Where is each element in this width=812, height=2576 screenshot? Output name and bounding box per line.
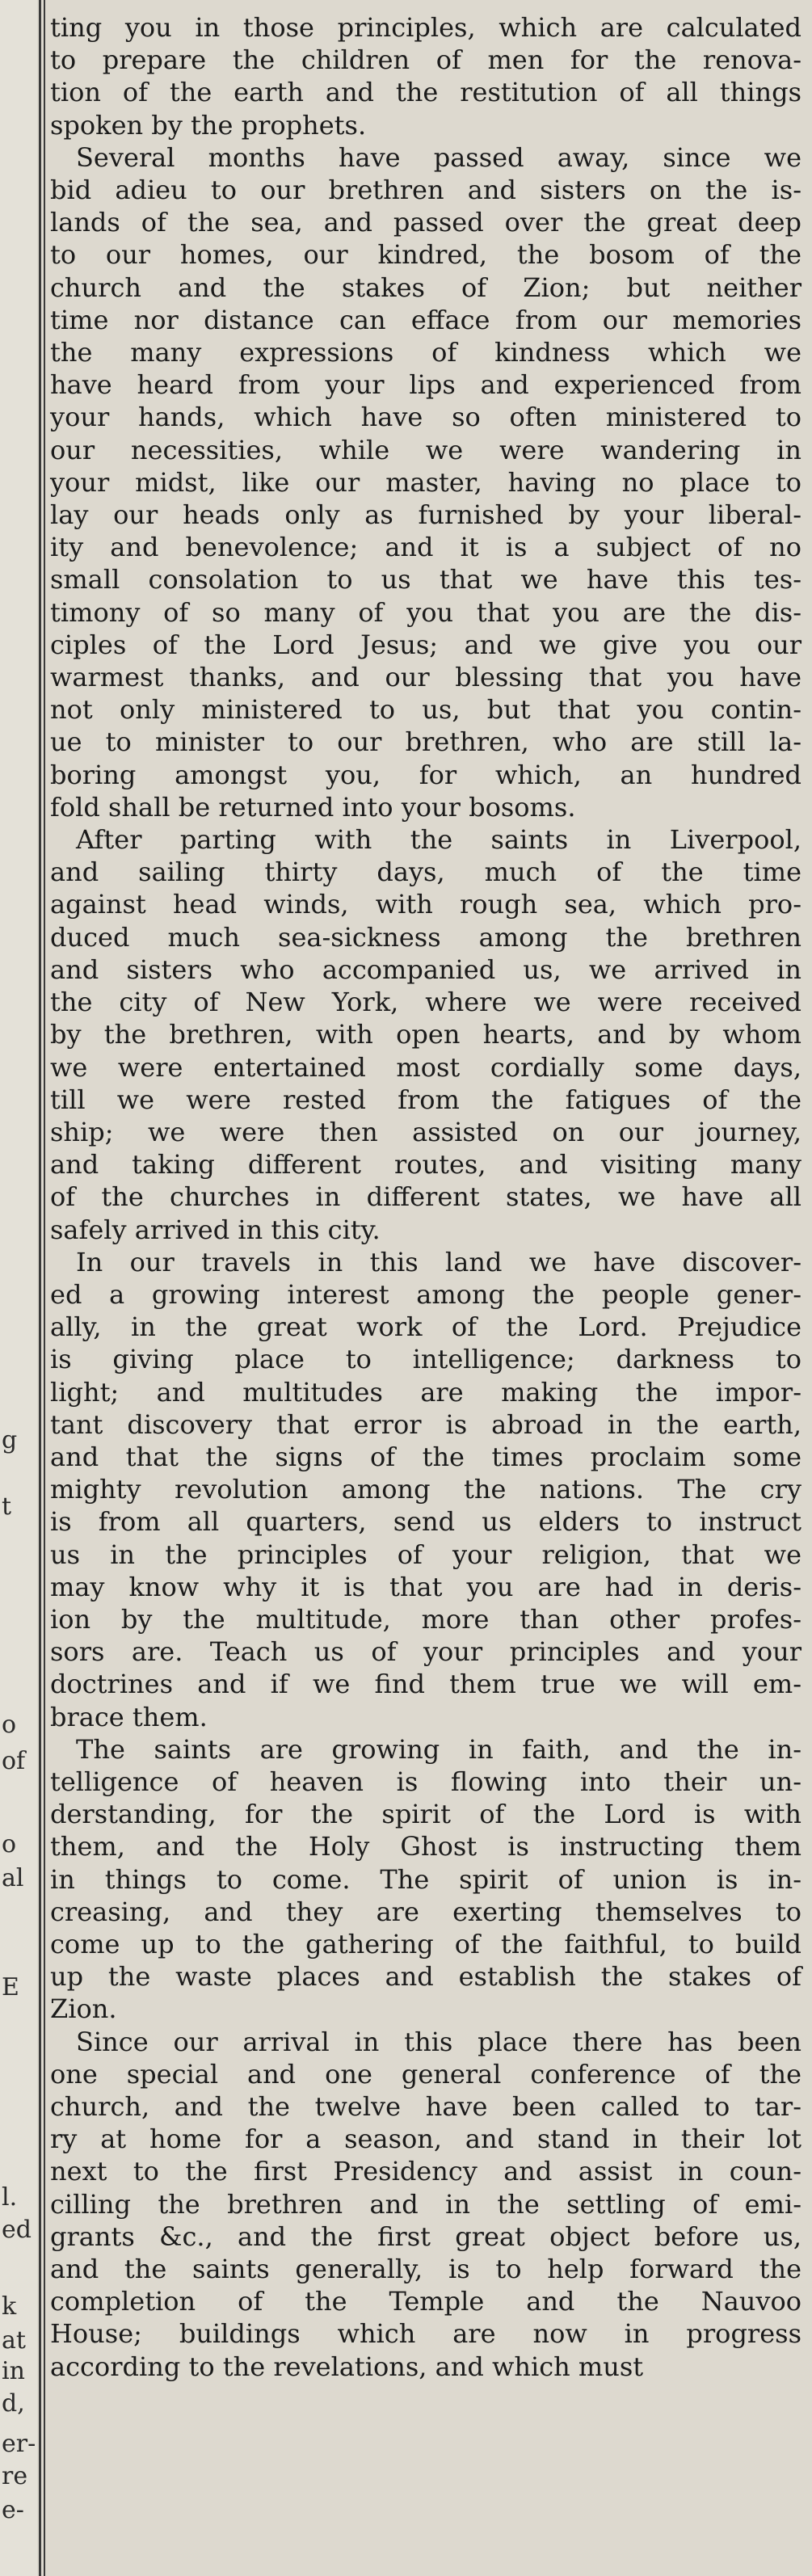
text-line: ry at home for a season, and stand in their lot bbox=[50, 2124, 801, 2155]
gutter-fragment: in bbox=[2, 2357, 25, 2385]
text-line: cilling the brethren and in the settling of emi- bbox=[50, 2188, 801, 2220]
gutter-fragment: e- bbox=[2, 2496, 24, 2524]
column-rule-right bbox=[44, 0, 45, 2576]
text-line: may know why it is that you are had in deris- bbox=[50, 1571, 801, 1602]
text-line: fold shall be returned into your bosoms. bbox=[50, 791, 576, 823]
text-line: and sisters who accompanied us, we arrived in bbox=[50, 953, 801, 985]
text-line: Several months have passed away, since we bbox=[76, 141, 801, 173]
text-line: light; and multitudes are making the impor- bbox=[50, 1376, 801, 1408]
text-line: of the churches in different states, we have all bbox=[50, 1181, 801, 1213]
gutter-fragment: o bbox=[2, 1711, 17, 1739]
text-line: is from all quarters, send us elders to instruct bbox=[50, 1506, 801, 1538]
text-line: according to the revelations, and which must bbox=[50, 2351, 644, 2382]
paragraph bbox=[50, 2026, 801, 2383]
left-gutter-adjacent-column bbox=[0, 0, 37, 2576]
gutter-fragment: o bbox=[2, 1830, 17, 1858]
text-line: doctrines and if we find them true we will em- bbox=[50, 1669, 801, 1700]
text-line: till we were rested from the fatigues of the bbox=[50, 1084, 801, 1115]
text-line: House; buildings which are now in progress bbox=[50, 2318, 801, 2350]
text-line: warmest thanks, and our blessing that you have bbox=[50, 662, 801, 693]
paragraph bbox=[50, 1246, 801, 1733]
gutter-fragment: of bbox=[2, 1747, 26, 1775]
gutter-fragment: g bbox=[2, 1426, 18, 1454]
text-line: sors are. Teach us of your principles and your bbox=[50, 1636, 801, 1668]
text-line: time nor distance can efface from our memories bbox=[50, 304, 801, 335]
gutter-fragment: at bbox=[2, 2326, 26, 2355]
text-line: in things to come. The spirit of union is in- bbox=[50, 1863, 801, 1895]
text-line: against head winds, with rough sea, which pro- bbox=[50, 889, 801, 920]
text-line: boring amongst you, for which, an hundred bbox=[50, 759, 801, 790]
article-column bbox=[50, 0, 801, 2383]
text-line: ting you in those principles, which are calculated bbox=[50, 12, 801, 43]
text-line: by the brethren, with open hearts, and by whom bbox=[50, 1019, 801, 1050]
text-line: we were entertained most cordially some days, bbox=[50, 1051, 801, 1083]
gutter-fragment: er- bbox=[2, 2430, 36, 2458]
text-line: next to the first Presidency and assist in coun- bbox=[50, 2156, 801, 2187]
text-line: ed a growing interest among the people gener- bbox=[50, 1278, 801, 1310]
text-line: bid adieu to our brethren and sisters on the is- bbox=[50, 175, 801, 206]
text-line: and taking different routes, and visiting many bbox=[50, 1149, 801, 1181]
text-line: Zion. bbox=[50, 1993, 117, 2025]
text-line: creasing, and they are exerting themselves to bbox=[50, 1896, 801, 1927]
text-line: the many expressions of kindness which we bbox=[50, 337, 801, 368]
text-line: ciples of the Lord Jesus; and we give you our bbox=[50, 629, 801, 660]
text-line: brace them. bbox=[50, 1701, 208, 1732]
text-line: one special and one general conference of the bbox=[50, 2058, 801, 2090]
text-line: tion of the earth and the restitution of all things bbox=[50, 77, 801, 108]
text-line: the city of New York, where we were received bbox=[50, 987, 801, 1018]
text-line: tant discovery that error is abroad in the earth, bbox=[50, 1408, 801, 1440]
text-line: small consolation to us that we have this tes- bbox=[50, 564, 801, 596]
text-line: In our travels in this land we have discover- bbox=[76, 1246, 801, 1277]
gutter-fragment: d, bbox=[2, 2389, 25, 2418]
text-line: church, and the twelve have been called to tar- bbox=[50, 2091, 801, 2122]
text-line: ally, in the great work of the Lord. Prejudice bbox=[50, 1311, 801, 1343]
paragraph bbox=[50, 11, 801, 141]
text-line: ion by the multitude, more than other profes- bbox=[50, 1603, 801, 1635]
paragraph bbox=[50, 823, 801, 1246]
text-line: ity and benevolence; and it is a subject of no bbox=[50, 532, 801, 563]
paragraph bbox=[50, 1733, 801, 2026]
text-line: grants &c., and the first great object before us, bbox=[50, 2220, 801, 2252]
text-line: and sailing thirty days, much of the time bbox=[50, 857, 801, 888]
text-line: safely arrived in this city. bbox=[50, 1214, 381, 1245]
text-line: come up to the gathering of the faithful, to build bbox=[50, 1928, 801, 1959]
text-line: our necessities, while we were wandering in bbox=[50, 434, 801, 465]
text-line: timony of so many of you that you are the dis- bbox=[50, 596, 801, 628]
text-line: them, and the Holy Ghost is instructing them bbox=[50, 1831, 801, 1863]
text-line: and the saints generally, is to help forward the bbox=[50, 2254, 801, 2285]
text-line: is giving place to intelligence; darkness to bbox=[50, 1344, 801, 1375]
gutter-fragment: re bbox=[2, 2462, 28, 2490]
text-line: to prepare the children of men for the renova- bbox=[50, 44, 801, 76]
text-line: lands of the sea, and passed over the great deep bbox=[50, 207, 801, 238]
text-line: not only ministered to us, but that you contin- bbox=[50, 694, 801, 726]
text-line: ue to minister to our brethren, who are still la- bbox=[50, 726, 801, 758]
gutter-fragment: l. bbox=[2, 2183, 18, 2212]
gutter-fragment: t bbox=[2, 1492, 12, 1521]
column-rule-left bbox=[39, 0, 41, 2576]
text-line: The saints are growing in faith, and the in- bbox=[76, 1733, 801, 1765]
text-line: have heard from your lips and experienced from bbox=[50, 369, 801, 401]
text-line: church and the stakes of Zion; but neither bbox=[50, 271, 801, 303]
text-line: duced much sea-sickness among the brethren bbox=[50, 921, 801, 953]
text-line: completion of the Temple and the Nauvoo bbox=[50, 2286, 801, 2317]
text-line: derstanding, for the spirit of the Lord is with bbox=[50, 1799, 801, 1830]
text-line: your midst, like our master, having no place to bbox=[50, 466, 801, 498]
gutter-fragment: ed bbox=[2, 2216, 32, 2244]
text-line: After parting with the saints in Liverpool, bbox=[76, 824, 801, 856]
text-line: Since our arrival in this place there has been bbox=[76, 2026, 801, 2057]
text-line: up the waste places and establish the stakes of bbox=[50, 1961, 801, 1993]
paragraph bbox=[50, 141, 801, 823]
text-line: telligence of heaven is flowing into their un- bbox=[50, 1766, 801, 1797]
text-line: and that the signs of the times proclaim some bbox=[50, 1441, 801, 1472]
text-line: us in the principles of your religion, that we bbox=[50, 1538, 801, 1570]
gutter-fragment: k bbox=[2, 2292, 17, 2321]
text-line: spoken by the prophets. bbox=[50, 109, 367, 141]
text-line: mighty revolution among the nations. The cry bbox=[50, 1474, 801, 1505]
text-line: lay our heads only as furnished by your liberal- bbox=[50, 499, 801, 531]
text-line: your hands, which have so often ministered to bbox=[50, 402, 801, 433]
text-line: ship; we were then assisted on our journey, bbox=[50, 1116, 801, 1147]
text-line: to our homes, our kindred, the bosom of the bbox=[50, 239, 801, 271]
gutter-fragment: E bbox=[2, 1973, 19, 2001]
gutter-fragment: al bbox=[2, 1864, 24, 1892]
